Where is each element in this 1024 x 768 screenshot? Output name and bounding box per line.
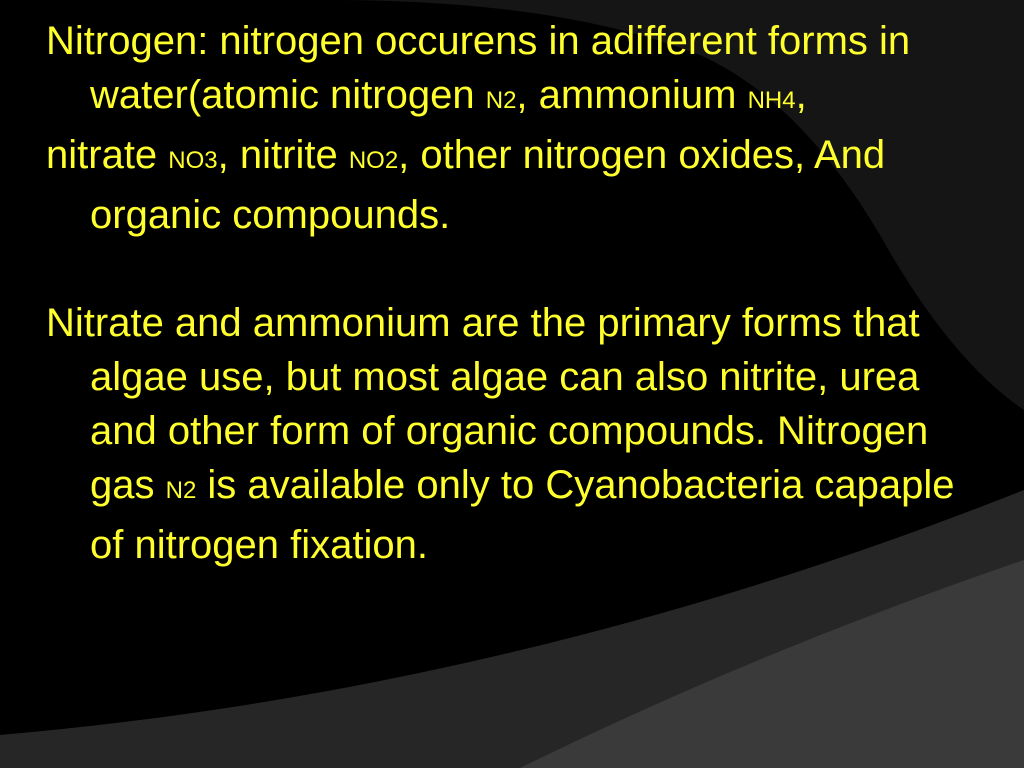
formula-n2: N2 [165, 477, 197, 504]
text-run: , ammonium [516, 73, 748, 117]
paragraph-algae-uptake [46, 296, 986, 572]
text-run: , [795, 73, 807, 117]
slide-body-text [46, 14, 986, 572]
paragraph-nitrate-nitrite [46, 128, 986, 242]
text-run: is available only to Cyanobacteria capaple of nitrogen fixation. [90, 463, 955, 567]
text-run: Nitrate and ammonium are the primary forms that algae use, but most algae can also nitrite, urea and other form of organic compounds. Nitrogen gas [46, 301, 929, 507]
formula-no3: NO3 [168, 147, 218, 174]
paragraph-nitrogen-forms [46, 14, 986, 128]
text-run: Nitrogen: nitrogen occurens in adifferent forms in water(atomic nitrogen [46, 19, 911, 117]
formula-nh4: NH4 [747, 87, 796, 114]
text-run: , other nitrogen oxides, And organic compounds. [90, 133, 886, 237]
formula-n2: N2 [485, 87, 517, 114]
text-run: nitrate [46, 133, 169, 177]
text-run: , nitrite [217, 133, 349, 177]
formula-no2: NO2 [348, 147, 399, 174]
